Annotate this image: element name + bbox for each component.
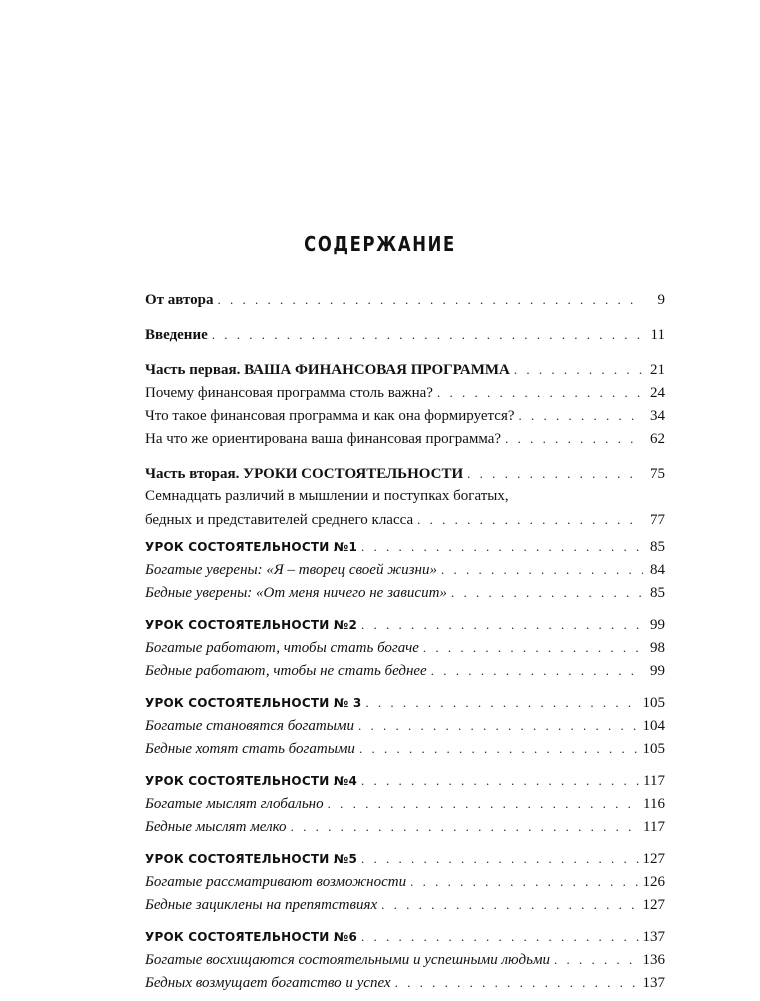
toc-part-title: Часть вторая. УРОКИ СОСТОЯТЕЛЬНОСТИ [145, 466, 464, 482]
dot-leader [437, 381, 643, 404]
toc-lesson-title: УРОК СОСТОЯТЕЛЬНОСТИ № 3 [145, 696, 362, 710]
toc-entry-page: 98 [650, 640, 665, 656]
toc-entry-page: 85 [650, 539, 665, 555]
toc-lesson-title: УРОК СОСТОЯТЕЛЬНОСТИ №6 [145, 930, 358, 944]
toc-entry-label: Богатые рассматривают возможности [145, 874, 407, 890]
dot-leader [212, 323, 643, 346]
toc-entry-label: Почему финансовая программа столь важна? [145, 385, 433, 401]
toc-entry-page: 126 [642, 874, 665, 890]
dot-leader [514, 358, 643, 381]
toc-entry[interactable] [145, 381, 665, 404]
toc-entry-page: 62 [650, 431, 665, 447]
table-of-contents [145, 288, 665, 994]
toc-entry-label: Богатые уверены: «Я – творец своей жизни» [145, 562, 437, 578]
dot-leader [328, 792, 639, 815]
toc-entry[interactable] [145, 792, 665, 815]
toc-entry[interactable] [145, 558, 665, 581]
toc-entry[interactable] [145, 636, 665, 659]
toc-part-heading[interactable] [145, 358, 665, 381]
toc-entry[interactable] [145, 893, 665, 916]
toc-lesson-title: УРОК СОСТОЯТЕЛЬНОСТИ №4 [145, 774, 358, 788]
toc-entry[interactable] [145, 948, 665, 971]
toc-entry-page: 99 [650, 617, 665, 633]
toc-entry-page: 77 [650, 512, 665, 528]
dot-leader [505, 427, 643, 450]
toc-entry-page: 117 [643, 819, 665, 835]
toc-entry-label: Бедные зациклены на препятствиях [145, 897, 378, 913]
dot-leader [417, 508, 643, 531]
toc-entry-label: Богатые восхищаются состоятельными и успешными людьми [145, 952, 551, 968]
toc-entry[interactable] [145, 971, 665, 994]
toc-entry[interactable] [145, 815, 665, 838]
toc-entry-wrapped-first-line: Семнадцать различий в мышлении и поступках богатых, [145, 488, 509, 504]
toc-entry-page: 99 [650, 663, 665, 679]
toc-part-heading[interactable] [145, 462, 665, 485]
toc-lesson-heading[interactable] [145, 769, 665, 792]
toc-entry-page: 105 [642, 741, 665, 757]
dot-leader [423, 636, 643, 659]
toc-entry-page: 105 [642, 695, 665, 711]
toc-entry[interactable] [145, 581, 665, 604]
toc-entry-label: Богатые мыслят глобально [145, 796, 324, 812]
toc-entry-label: Бедные работают, чтобы не стать беднее [145, 663, 427, 679]
dot-leader [451, 581, 643, 604]
toc-lesson-heading[interactable] [145, 925, 665, 948]
page-title: СОДЕРЖАНИЕ [304, 232, 456, 256]
toc-entry-page: 21 [650, 362, 665, 378]
dot-leader [365, 691, 638, 714]
toc-entry-page: 9 [657, 292, 665, 308]
dot-leader [554, 948, 638, 971]
toc-entry-label: Богатые работают, чтобы стать богаче [145, 640, 419, 656]
dot-leader [361, 847, 638, 870]
dot-leader [361, 535, 643, 558]
toc-entry[interactable] [145, 870, 665, 893]
toc-entry-label: Богатые становятся богатыми [145, 718, 354, 734]
toc-part-title: Часть первая. ВАША ФИНАНСОВАЯ ПРОГРАММА [145, 362, 510, 378]
dot-leader [410, 870, 638, 893]
toc-entry-page: 137 [642, 975, 665, 991]
toc-entry-label: Бедные хотят стать богатыми [145, 741, 355, 757]
toc-entry-introduction[interactable] [145, 323, 665, 346]
toc-entry[interactable] [145, 508, 665, 531]
dot-leader [291, 815, 639, 838]
toc-entry-label: Введение [145, 327, 208, 343]
toc-entry-page: 24 [650, 385, 665, 401]
toc-entry-label: Что такое финансовая программа и как она формируется? [145, 408, 515, 424]
toc-entry-label: бедных и представителей среднего класса [145, 512, 414, 528]
toc-lesson-heading[interactable] [145, 535, 665, 558]
dot-leader [359, 737, 639, 760]
toc-entry-page: 85 [650, 585, 665, 601]
toc-entry-page: 104 [642, 718, 665, 734]
toc-lesson-heading[interactable] [145, 691, 665, 714]
dot-leader [361, 769, 639, 792]
dot-leader [381, 893, 638, 916]
dot-leader [519, 404, 644, 427]
toc-entry-page: 11 [650, 327, 665, 343]
toc-entry[interactable] [145, 659, 665, 682]
toc-entry-page: 127 [642, 851, 665, 867]
toc-entry-label: Бедные уверены: «От меня ничего не зависит» [145, 585, 447, 601]
toc-entry[interactable] [145, 714, 665, 737]
toc-entry-label: От автора [145, 292, 214, 308]
toc-lesson-title: УРОК СОСТОЯТЕЛЬНОСТИ №2 [145, 618, 358, 632]
toc-lesson-heading[interactable] [145, 613, 665, 636]
toc-entry-page: 84 [650, 562, 665, 578]
toc-lesson-heading[interactable] [145, 847, 665, 870]
dot-leader [441, 558, 643, 581]
dot-leader [361, 613, 643, 636]
toc-entry-page: 127 [642, 897, 665, 913]
dot-leader [218, 288, 643, 311]
toc-entry-from-author[interactable] [145, 288, 665, 311]
dot-leader [431, 659, 643, 682]
toc-entry-label: На что же ориентирована ваша финансовая программа? [145, 431, 502, 447]
dot-leader [358, 714, 639, 737]
toc-entry[interactable] [145, 404, 665, 427]
toc-lesson-title: УРОК СОСТОЯТЕЛЬНОСТИ №1 [145, 540, 358, 554]
toc-entry[interactable] [145, 427, 665, 450]
toc-lesson-title: УРОК СОСТОЯТЕЛЬНОСТИ №5 [145, 852, 358, 866]
dot-leader [361, 925, 638, 948]
toc-entry-page: 34 [650, 408, 665, 424]
dot-leader [467, 462, 643, 485]
toc-entry-page: 116 [643, 796, 665, 812]
toc-entry-page: 117 [643, 773, 665, 789]
dot-leader [395, 971, 639, 994]
toc-entry-page: 137 [642, 929, 665, 945]
toc-entry-label: Бедные мыслят мелко [145, 819, 287, 835]
toc-entry-label: Бедных возмущает богатство и успех [145, 975, 391, 991]
toc-entry-page: 75 [650, 466, 665, 482]
toc-entry-page: 136 [642, 952, 665, 968]
toc-entry[interactable] [145, 737, 665, 760]
